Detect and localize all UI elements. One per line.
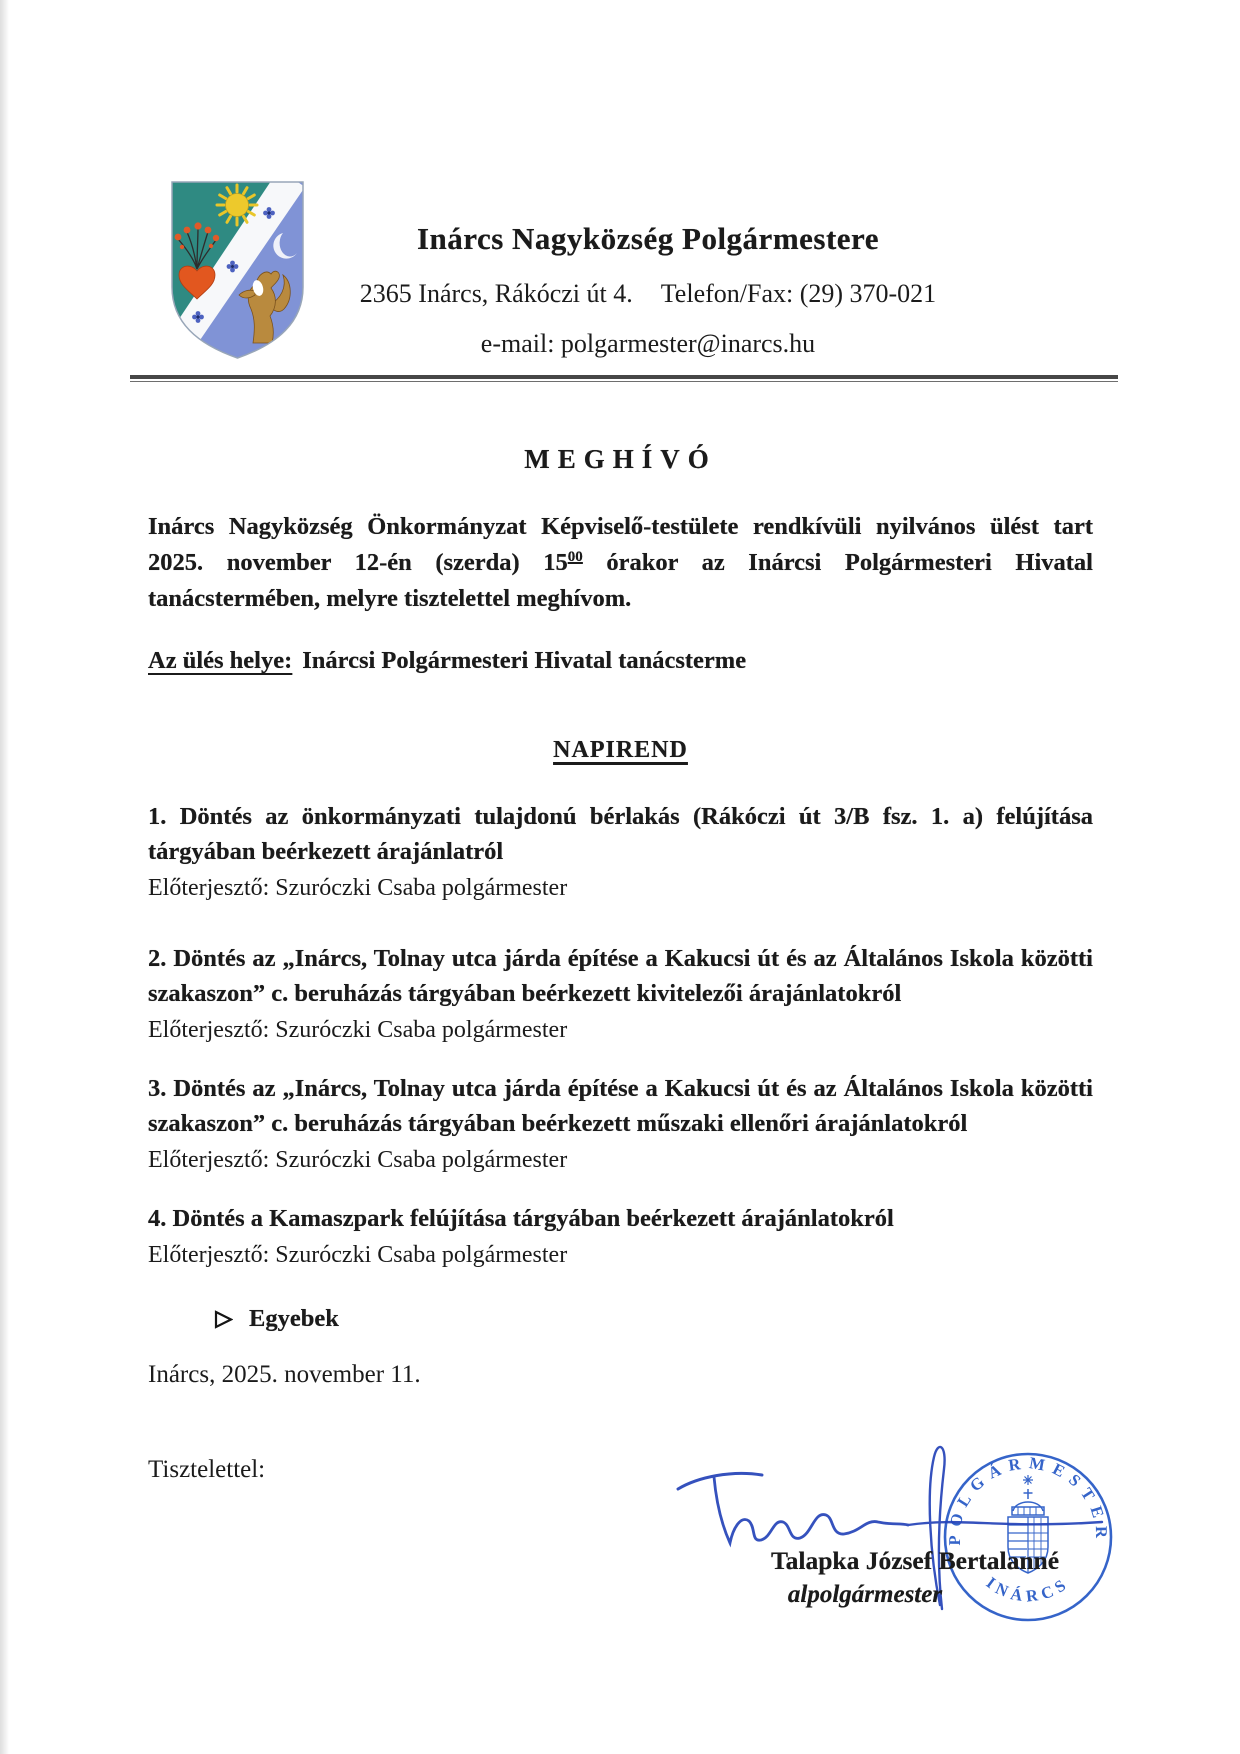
letterhead-text xyxy=(203,221,1093,361)
signer-title: alpolgármester xyxy=(787,1581,943,1608)
intro-text-1: Inárcs Nagyközség Önkormányzat Képviselő-testülete rendkívüli nyilvános ülést tart 2025. november 12-én (szerda) 15 xyxy=(148,513,1093,576)
time-superscript: 00 xyxy=(567,548,583,565)
salutation: Tisztelettel: xyxy=(148,1456,266,1483)
agenda-item-3 xyxy=(148,1071,1093,1177)
stamp-arc-bottom-text: INÁRCS xyxy=(982,1572,1074,1606)
arrow-bullet-icon xyxy=(214,1310,233,1329)
letterhead xyxy=(148,175,1093,375)
address-line xyxy=(203,277,1093,311)
agenda-item-presenter: Előterjesztő: Szuróczki Csaba polgármester xyxy=(148,1147,568,1173)
postal-address: 2365 Inárcs, Rákóczi út 4. xyxy=(359,279,633,308)
agenda-item-2 xyxy=(148,941,1093,1047)
intro-text-2: órakor az Inárcsi Polgármesteri Hivatal tanácstermében, melyre tisztelettel meghívom. xyxy=(148,549,1093,612)
agenda-item-1 xyxy=(148,799,1093,905)
meeting-location-value: Inárcsi Polgármesteri Hivatal tanácsterme xyxy=(302,647,747,674)
agenda-item-title: 2. Döntés az „Inárcs, Tolnay utca járda építése a Kakucsi út és az Általános Iskola közötti szakaszon” c. beruházás tárgyában beérkezett kivitelezői árajánlatokról xyxy=(148,945,1093,1007)
stamp-arc-top-text: POLGÁRMESTER xyxy=(944,1453,1112,1546)
agenda-item-presenter: Előterjesztő: Szuróczki Csaba polgármester xyxy=(148,1242,568,1268)
agenda-item-presenter: Előterjesztő: Szuróczki Csaba polgármester xyxy=(148,1017,568,1043)
agenda-item-presenter: Előterjesztő: Szuróczki Csaba polgármester xyxy=(148,875,568,901)
scan-edge-shadow xyxy=(0,0,9,1754)
document-title: MEGHÍVÓ xyxy=(524,444,717,474)
other-items-line xyxy=(148,1301,1093,1337)
email-line: e-mail: polgarmester@inarcs.hu xyxy=(480,329,816,358)
agenda-list xyxy=(148,799,1093,1272)
invitation-paragraph xyxy=(148,509,1093,617)
document-content xyxy=(148,0,1093,1488)
meeting-location-line xyxy=(148,643,1093,679)
org-name: Inárcs Nagyközség Polgármestere xyxy=(416,221,880,256)
agenda-item-title: 4. Döntés a Kamaszpark felújítása tárgyában beérkezett árajánlatokról xyxy=(148,1205,894,1232)
agenda-item-4 xyxy=(148,1201,1093,1272)
phone-fax: Telefon/Fax: (29) 370-021 xyxy=(660,279,937,308)
signer-name: Talapka József Bertalanné xyxy=(770,1546,1060,1575)
header-divider xyxy=(130,375,1118,382)
meeting-location-label: Az ülés helye: xyxy=(148,647,293,674)
agenda-item-title: 3. Döntés az „Inárcs, Tolnay utca járda építése a Kakucsi út és az Általános Iskola közötti szakaszon” c. beruházás tárgyában beérkezett műszaki ellenőri árajánlatokról xyxy=(148,1075,1093,1137)
agenda-heading: NAPIREND xyxy=(553,737,688,763)
other-items-label: Egyebek xyxy=(249,1305,339,1332)
agenda-item-title: 1. Döntés az önkormányzati tulajdonú bérlakás (Rákóczi út 3/B fsz. 1. a) felújítása tárgyában beérkezett árajánlatról xyxy=(148,803,1093,865)
date-line: Inárcs, 2025. november 11. xyxy=(148,1361,421,1388)
